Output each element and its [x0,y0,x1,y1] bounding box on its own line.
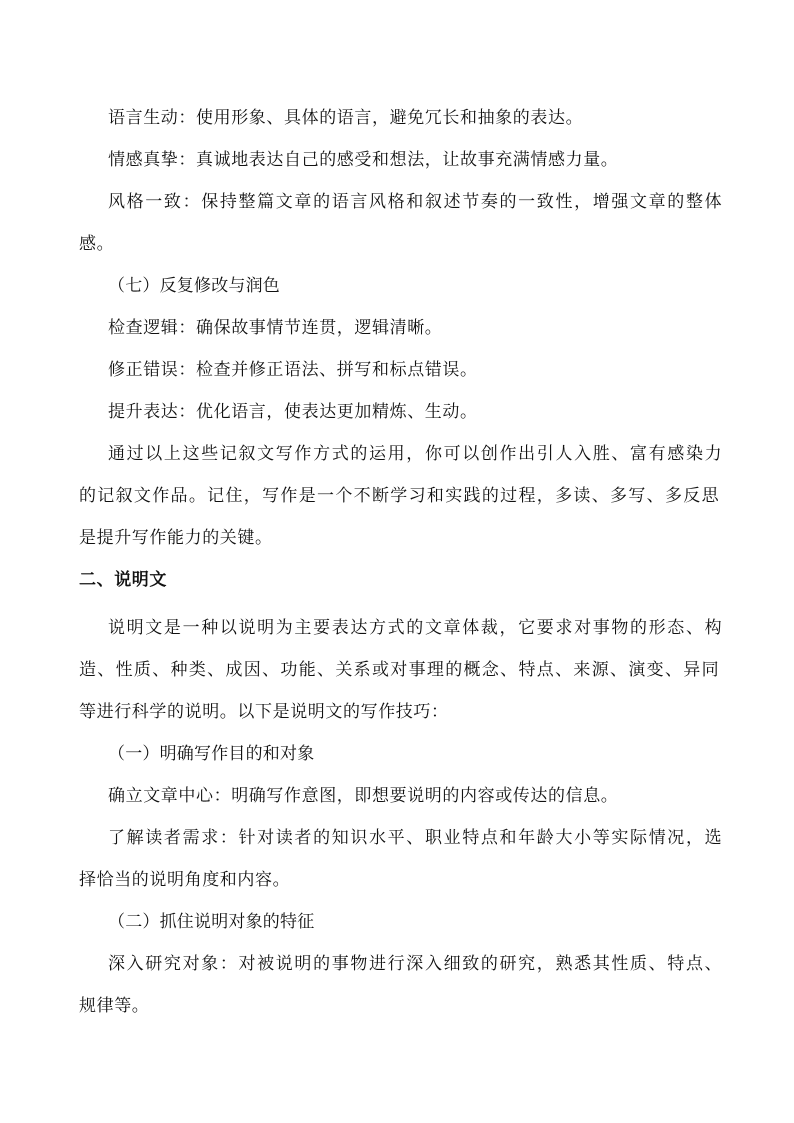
paragraph-line: 感。 [79,234,115,254]
paragraph-line: 规律等。 [79,996,150,1016]
paragraph-line: 造、性质、种类、成因、功能、关系或对事理的概念、特点、来源、演变、异同 [79,660,719,680]
section-heading: 二、说明文 [79,570,167,590]
paragraph-line: 是提升写作能力的关键。 [79,528,273,548]
paragraph-line: 等进行科学的说明。以下是说明文的写作技巧： [79,702,449,722]
paragraph-line: 了解读者需求：针对读者的知识水平、职业特点和年龄大小等实际情况，选 [108,828,722,848]
paragraph-line: 确立文章中心：明确写作意图，即想要说明的内容或传达的信息。 [108,786,619,806]
section-subheading: （七）反复修改与润色 [108,276,280,296]
paragraph-line: 修正错误：检查并修正语法、拼写和标点错误。 [108,360,478,380]
paragraph-line: 深入研究对象：对被说明的事物进行深入细致的研究，熟悉其性质、特点、 [108,954,722,974]
paragraph-line: 检查逻辑：确保故事情节连贯，逻辑清晰。 [108,318,443,338]
paragraph-line: 说明文是一种以说明为主要表达方式的文章体裁，它要求对事物的形态、构 [108,618,722,638]
paragraph-line: 的记叙文作品。记住，写作是一个不断学习和实践的过程，多读、多写、多反思 [79,486,719,506]
section-subheading: （一）明确写作目的和对象 [108,744,315,764]
paragraph-line: 风格一致：保持整篇文章的语言风格和叙述节奏的一致性，增强文章的整体 [108,192,722,212]
paragraph-line: 语言生动：使用形象、具体的语言，避免冗长和抽象的表达。 [108,108,584,128]
paragraph-line: 择恰当的说明角度和内容。 [79,870,291,890]
paragraph-line: 情感真挚：真诚地表达自己的感受和想法，让故事充满情感力量。 [108,150,619,170]
paragraph-line: 通过以上这些记叙文写作方式的运用，你可以创作出引人入胜、富有感染力 [108,444,722,464]
section-subheading: （二）抓住说明对象的特征 [108,912,315,932]
paragraph-line: 提升表达：优化语言，使表达更加精炼、生动。 [108,402,478,422]
